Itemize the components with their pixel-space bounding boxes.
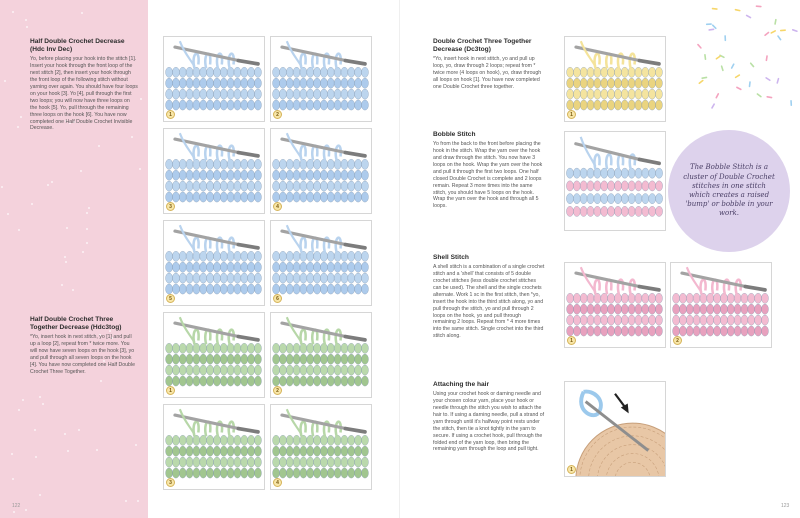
- section-heading: Half Double Crochet Decrease (Hdc Inv Dec): [30, 38, 125, 54]
- sparkle-dot: [35, 456, 37, 458]
- crochet-diagram: [271, 129, 371, 213]
- page-number-left: 122: [12, 503, 21, 509]
- sparkle-dot: [39, 494, 41, 496]
- sparkle-dot: [139, 168, 141, 170]
- confetti-sprinkle: [765, 55, 767, 61]
- sparkle-dot: [86, 212, 88, 214]
- illustration-hdc-inv-dec-step-6: [270, 220, 372, 306]
- confetti-decoration: [690, 0, 800, 110]
- section-heading: Half Double Crochet Three Together Decrease (Hdc3tog): [30, 316, 122, 332]
- confetti-sprinkle: [776, 78, 779, 84]
- section-shell-stitch: [433, 254, 545, 340]
- sparkle-dot: [25, 19, 27, 21]
- step-number-badge: 2: [273, 110, 282, 119]
- step-number-badge: 1: [567, 465, 576, 474]
- confetti-sprinkle: [701, 77, 707, 80]
- step-number-badge: 1: [567, 110, 576, 119]
- sparkle-dot: [18, 229, 20, 231]
- sparkle-dot: [131, 136, 133, 138]
- hair-attach-diagram: [565, 382, 665, 476]
- sparkle-dot: [64, 256, 66, 258]
- crochet-diagram: [164, 37, 264, 121]
- section-body: *Yo, insert hook in next stitch, yo [1] and pull up a loop [2], repeat from * twice more. You will now have seven loops on the hook [3], yo and pull through all seven loops on the hook [4]. You have now completed one Half Double Crochet Three Together.: [30, 334, 135, 375]
- sparkle-dot: [86, 228, 88, 230]
- crochet-diagram: [671, 263, 771, 347]
- confetti-sprinkle: [780, 29, 786, 31]
- confetti-sprinkle: [724, 35, 726, 41]
- step-number-badge: 1: [166, 386, 175, 395]
- crochet-diagram: [164, 405, 264, 489]
- sparkle-dot: [1, 186, 3, 188]
- confetti-sprinkle: [774, 19, 777, 25]
- confetti-sprinkle: [756, 93, 762, 98]
- confetti-sprinkle: [765, 77, 771, 82]
- step-number-badge: 3: [166, 202, 175, 211]
- crochet-diagram: [565, 263, 665, 347]
- sparkle-dot: [11, 453, 13, 455]
- step-number-badge: 1: [567, 336, 576, 345]
- sparkle-dot: [98, 145, 100, 147]
- sparkle-dot: [67, 450, 69, 452]
- sparkle-dot: [17, 126, 19, 128]
- sparkle-dot: [66, 227, 68, 229]
- illustration-hdc-inv-dec-step-3: [163, 128, 265, 214]
- sparkle-dot: [100, 380, 102, 382]
- section-body: A shell stitch is a combination of a single crochet stitch and a 'shell' that consists of 5 double crochet stitches (less double crochet stitches can be used). The shell and the single crochets alternate. Work 1 sc in the first stitch, then *yo, insert the hook into the third stitch along, yo and pull through the stitch, yo and pull through 2 loops on the hook, yo and pull through remaining 2 loops. Repeat from * 4 more times into the same stitch. Single crochet into the third stitch along.: [433, 264, 545, 340]
- crochet-diagram: [271, 37, 371, 121]
- sparkle-dot: [4, 80, 6, 82]
- section-heading: Bobble Stitch: [433, 131, 476, 138]
- crochet-diagram: [164, 221, 264, 305]
- crochet-diagram: [271, 313, 371, 397]
- sparkle-dot: [31, 203, 33, 205]
- sparkle-dot: [12, 478, 14, 480]
- section-body: Yo from the back to the front before placing the hook in the stitch. Wrap the yarn over the hook and draw through the stitch. You now have 3 loops on the hook. Wrap the yarn over the hook and pull it through the first two loops. One half closed Double Crochet is complete and 2 loops remain. Repeat 3 more times into the same stitch, you should have 5 loops on the hook. Wrap the yarn over the hook and through all 5 loops.: [433, 141, 543, 210]
- confetti-sprinkle: [770, 30, 776, 34]
- sparkle-dot: [81, 12, 83, 14]
- sparkle-dot: [39, 396, 41, 398]
- illustration-hdc-inv-dec-step-4: [270, 128, 372, 214]
- section-dc3tog: [433, 38, 545, 91]
- confetti-sprinkle: [736, 86, 742, 90]
- sparkle-dot: [61, 284, 63, 286]
- illustration-hdc3tog-step-3: [163, 404, 265, 490]
- illustration-hdc3tog-step-1: [163, 312, 265, 398]
- sparkle-dot: [20, 116, 22, 118]
- confetti-sprinkle: [706, 23, 712, 25]
- step-number-badge: 2: [273, 386, 282, 395]
- sparkle-dot: [80, 170, 82, 172]
- section-heading: Double Crochet Three Together Decrease (Dc3tog): [433, 38, 532, 54]
- step-number-badge: 4: [273, 202, 282, 211]
- illustration-shell-step-2: [670, 262, 772, 348]
- illustration-hdc3tog-step-2: [270, 312, 372, 398]
- section-heading: Shell Stitch: [433, 254, 469, 261]
- crochet-diagram: [565, 132, 665, 230]
- sparkle-dot: [65, 261, 67, 263]
- confetti-sprinkle: [731, 63, 735, 69]
- confetti-sprinkle: [749, 81, 751, 87]
- sparkle-dot: [64, 433, 66, 435]
- crochet-diagram: [271, 405, 371, 489]
- section-hdc3tog: [30, 316, 138, 376]
- illustration-hdc-inv-dec-step-5: [163, 220, 265, 306]
- confetti-sprinkle: [735, 74, 741, 79]
- confetti-sprinkle: [750, 62, 755, 68]
- sparkle-dot: [82, 251, 84, 253]
- sparkle-dot: [34, 429, 36, 431]
- sparkle-dot: [72, 289, 74, 291]
- confetti-sprinkle: [777, 35, 782, 41]
- crochet-diagram: [164, 129, 264, 213]
- confetti-sprinkle: [756, 5, 762, 7]
- sparkle-dot: [125, 500, 127, 502]
- illustration-hdc-inv-dec-step-1: [163, 36, 265, 122]
- confetti-sprinkle: [735, 9, 741, 12]
- page-number-right: 123: [781, 503, 790, 509]
- sparkle-dot: [86, 242, 88, 244]
- section-body: Yo, before placing your hook into the stitch [1]. Insert your hook through the front loop of the next stitch [2], then insert your hook through the front loop of the following stitch without yarning over again. You should have four loops on your hook [3]. Yo [4], pull through the first two loops; you will now have three loops on the hook [5]. Yo, pull through the remaining three loops on the hook [6]. You have now completed one Half Double Crochet Invisible Decrease.: [30, 56, 138, 132]
- step-number-badge: 1: [166, 110, 175, 119]
- step-number-badge: 4: [273, 478, 282, 487]
- sparkle-dot: [42, 403, 44, 405]
- sparkle-dot: [22, 399, 24, 401]
- section-attaching-hair: [433, 381, 545, 453]
- confetti-sprinkle: [721, 65, 724, 71]
- step-number-badge: 2: [673, 336, 682, 345]
- illustration-hdc3tog-step-4: [270, 404, 372, 490]
- illustration-bobble-step-1: [564, 131, 666, 231]
- crochet-diagram: [271, 221, 371, 305]
- confetti-sprinkle: [764, 31, 770, 36]
- step-number-badge: 3: [166, 478, 175, 487]
- crochet-diagram: [164, 313, 264, 397]
- sparkle-dot: [13, 511, 15, 513]
- sparkle-dot: [26, 26, 28, 28]
- step-number-badge: 6: [273, 294, 282, 303]
- page-gutter: [399, 0, 400, 518]
- sparkle-dot: [137, 500, 139, 502]
- confetti-sprinkle: [746, 14, 752, 18]
- sparkle-dot: [7, 213, 9, 215]
- step-number-badge: 5: [166, 294, 175, 303]
- sparkle-dot: [12, 11, 14, 13]
- confetti-sprinkle: [697, 43, 702, 49]
- confetti-sprinkle: [766, 96, 772, 99]
- confetti-sprinkle: [712, 8, 718, 10]
- crochet-diagram: [565, 37, 665, 121]
- callout-text: The Bobble Stitch is a cluster of Double Crochet stitches in one stitch which creates a raised 'bump' or bobble in your work.: [683, 163, 775, 218]
- confetti-sprinkle: [711, 103, 715, 109]
- section-body: Using your crochet hook or darning needle and your chosen colour yarn, place your hook or needle through the stitch you wish to attach the hair to. If using a darning needle, pull a strand of yarn through until it's halfway point rests under the stitch, then tie a knot tightly in the yarn to secure. If using a crochet hook, pull through the folded end of the yarn loop, then bring the remaining yarn through the loop and pull tight.: [433, 391, 545, 453]
- illustration-attaching-hair-step-1: [564, 381, 666, 477]
- sparkle-dot: [88, 207, 90, 209]
- illustration-shell-step-1: [564, 262, 666, 348]
- illustration-hdc-inv-dec-step-2: [270, 36, 372, 122]
- sparkle-dot: [135, 444, 137, 446]
- section-heading: Attaching the hair: [433, 381, 490, 388]
- confetti-sprinkle: [704, 54, 706, 60]
- sparkle-dot: [96, 449, 98, 451]
- sparkle-dot: [78, 429, 80, 431]
- confetti-sprinkle: [712, 24, 717, 29]
- sparkle-dot: [18, 409, 20, 411]
- sparkle-dot: [47, 184, 49, 186]
- section-body: *Yo, insert hook in next stitch, yo and pull up loop, yo, draw through 2 loops; repeat from * twice more (4 loops on hook), yo, draw through all loops on hook [1]. You have now completed one Double Crochet three together.: [433, 56, 542, 91]
- sparkle-dot: [51, 181, 53, 183]
- section-hdc-inv-dec: [30, 38, 138, 132]
- confetti-sprinkle: [715, 93, 719, 99]
- illustration-dc3tog-step-1: [564, 36, 666, 122]
- confetti-sprinkle: [792, 29, 798, 32]
- confetti-sprinkle: [715, 55, 721, 60]
- sparkle-dot: [25, 509, 27, 511]
- confetti-sprinkle: [790, 100, 792, 106]
- confetti-sprinkle: [708, 28, 714, 30]
- confetti-sprinkle: [698, 79, 704, 84]
- sparkle-dot: [140, 98, 142, 100]
- bobble-callout-bubble: [668, 130, 790, 252]
- section-bobble-stitch: [433, 131, 545, 210]
